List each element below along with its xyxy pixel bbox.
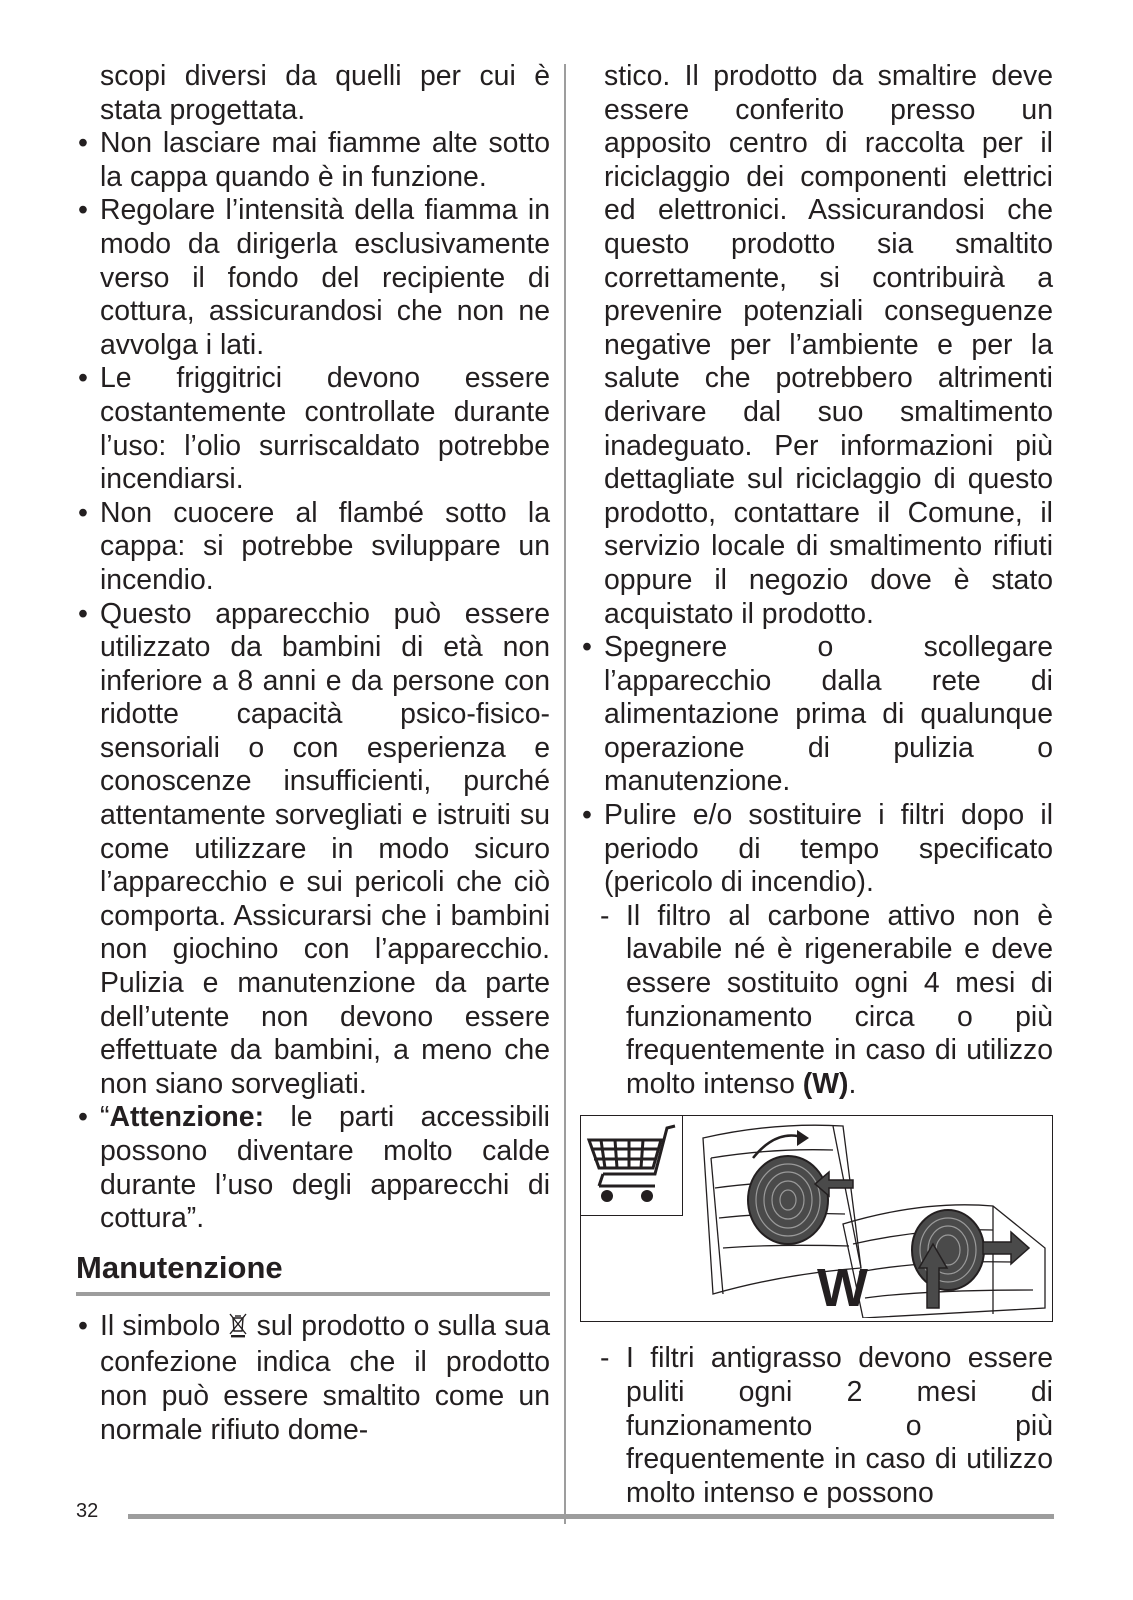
disposal-continuation: stico. Il prodotto da smaltire deve essere conferito presso un apposito centro di raccolta per il riciclaggio dei componenti elettrici ed elettronici. Assicurandosi che questo prodotto sia smaltito correttamente, si contribuirà a prevenire potenziali conseguenze negative per l’ambiente e per la salute che potrebbero altrimenti derivare dal suo smaltimento inadeguato. Per informazioni più dettagliate sul riciclaggio di questo prodotto, contattare il Comune, il servizio locale di smaltimento rifiuti oppure il negozio dove è stato acquistato il prodotto. (604, 60, 1053, 630)
filter-installation-drawing (693, 1118, 1053, 1318)
maintenance-text-after: sul prodotto o sulla sua confezione indica che il prodotto non può essere smaltito come un normale rifiuto dome- (100, 1309, 550, 1446)
weee-bin-icon (228, 1312, 248, 1347)
figure-letter: W (817, 1258, 868, 1319)
maintenance-text-before: Il simbolo (100, 1309, 229, 1342)
dash-item-carbon-filter (580, 900, 1053, 1102)
bullet-item: • Pulire e/o sostituire i filtri dopo il periodo di tempo specificato (pericolo di incendio). (580, 799, 1053, 900)
bullet-item: • Le friggitrici devono essere costantemente controllate durante l’uso: l’olio surriscaldato potrebbe incendiarsi. (76, 362, 550, 496)
right-column (580, 60, 1053, 1510)
carbon-filter-text: Il filtro al carbone attivo non è lavabile né è rigenerabile e deve essere sostituito ogni 4 mesi di funzionamento circa o più frequentemente in caso di utilizzo molto intenso (626, 899, 1053, 1100)
bullet-item: • Non cuocere al flambé sotto la cappa: si potrebbe sviluppare un incendio. (76, 497, 550, 598)
warning-open-quote: “ (100, 1101, 110, 1134)
carbon-filter-end: . (848, 1067, 857, 1100)
warning-label: Attenzione: (109, 1101, 265, 1134)
cart-box (581, 1116, 683, 1216)
figure-reference: (W) (802, 1067, 849, 1100)
bullet-item: • Questo apparecchio può essere utilizzato da bambini di età non inferiore a 8 anni e da persone con ridotte capacità psico-fisico-sensoriali o con esperienza e conoscenze insufficienti, purché attentamente sorvegliati e istruiti su come utilizzare in modo sicuro l’apparecchio e sui pericoli che ciò comporta. Assicurarsi che i bambini non giochino con l’apparecchio. Pulizia e manutenzione da parte dell’utente non devono essere effettuate da bambini, a meno che non siano sorvegliati. (76, 598, 550, 1102)
footer-rule (128, 1514, 1054, 1519)
maintenance-bullet (76, 1310, 550, 1447)
bullet-item: • Regolare l’intensità della fiamma in modo da dirigerla esclusivamente verso il fondo del recipiente di cottura, assicurandosi che non ne avvolga i lati. (76, 194, 550, 362)
carbon-filter-figure (580, 1115, 1053, 1322)
section-rule (76, 1292, 550, 1296)
bullet-item: • Non lasciare mai fiamme alte sotto la cappa quando è in funzione. (76, 127, 550, 194)
warning-text: le parti accessibili possono diventare molto calde durante l’uso degli apparecchi di cottura”. (100, 1101, 550, 1235)
warning-bullet (76, 1101, 550, 1235)
intro-continuation: scopi diversi da quelli per cui è stata progettata. (100, 60, 550, 126)
shopping-cart-icon (581, 1116, 681, 1214)
column-divider (564, 64, 566, 1524)
dash-item-grease-filter: - I filtri antigrasso devono essere puliti ogni 2 mesi di funzionamento o più frequentemente in caso di utilizzo molto intenso e possono (580, 1342, 1053, 1510)
section-title-manutenzione: Manutenzione (76, 1249, 283, 1285)
page-number: 32 (76, 1500, 99, 1522)
bullet-item: • Spegnere o scollegare l’apparecchio dalla rete di alimentazione prima di qualunque operazione di pulizia o manutenzione. (580, 631, 1053, 799)
left-column (76, 60, 550, 1447)
